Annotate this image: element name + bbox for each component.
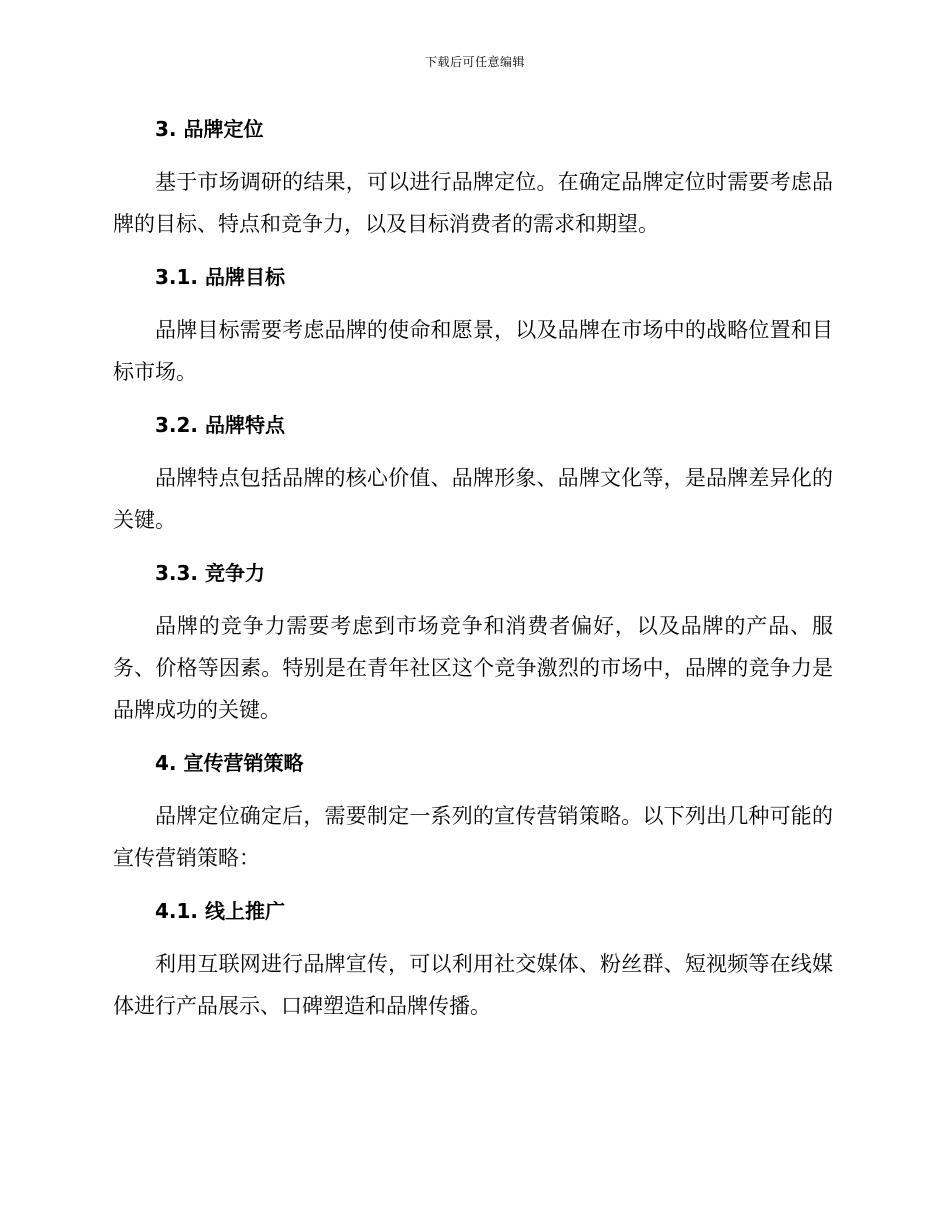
section-paragraph: 基于市场调研的结果，可以进行品牌定位。在确定品牌定位时需要考虑品牌的目标、特点和竞争力，以及目标消费者的需求和期望。 — [113, 170, 833, 236]
section-heading: 3. 品牌定位 — [155, 117, 264, 141]
page-header: 下载后可任意编辑 — [424, 55, 525, 69]
section-heading: 3.3. 竞争力 — [155, 561, 265, 585]
section-heading: 4.1. 线上推广 — [155, 899, 285, 923]
section-heading: 4. 宣传营销策略 — [155, 751, 304, 775]
section-heading: 3.2. 品牌特点 — [155, 413, 285, 437]
section-paragraph: 品牌目标需要考虑品牌的使命和愿景，以及品牌在市场中的战略位置和目标市场。 — [113, 318, 833, 384]
section-paragraph: 品牌定位确定后，需要制定一系列的宣传营销策略。以下列出几种可能的宣传营销策略： — [113, 804, 833, 870]
section-paragraph: 利用互联网进行品牌宣传，可以利用社交媒体、粉丝群、短视频等在线媒体进行产品展示、口碑塑造和品牌传播。 — [113, 952, 833, 1018]
section-heading: 3.1. 品牌目标 — [155, 265, 285, 289]
document-body — [113, 108, 833, 1038]
section-paragraph: 品牌特点包括品牌的核心价值、品牌形象、品牌文化等，是品牌差异化的关键。 — [113, 466, 833, 532]
section-paragraph: 品牌的竞争力需要考虑到市场竞争和消费者偏好，以及品牌的产品、服务、价格等因素。特别是在青年社区这个竞争激烈的市场中，品牌的竞争力是品牌成功的关键。 — [113, 614, 833, 722]
